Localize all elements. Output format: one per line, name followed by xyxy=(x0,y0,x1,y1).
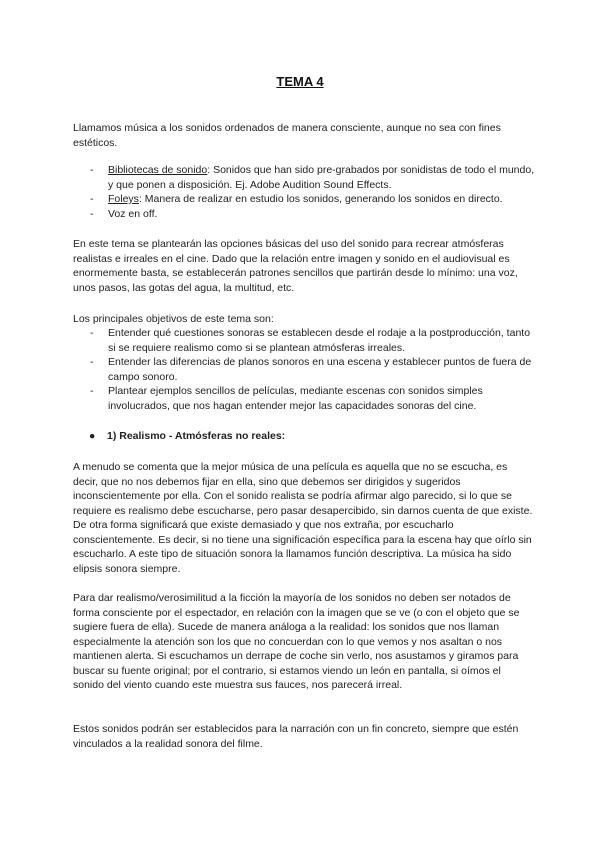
list-item: - Entender qué cuestiones sonoras se establecen desde el rodaje a la postproducción, tanto si se requiere realismo como si se plantean atmósferas irreales. xyxy=(90,326,535,355)
list-item-text: : Sonidos que han sido pre-grabados por sonidistas de todo el mundo, y que ponen a disposición. Ej. Adobe Audition Sound Effects. xyxy=(108,164,535,191)
page-title: TEMA 4 xyxy=(276,74,324,89)
bullet-icon: ● xyxy=(89,430,96,442)
body-paragraph: Estos sonidos podrán ser establecidos para la narración con un fin concreto, siempre que estén vinculados a la realidad sonora del filme. xyxy=(73,723,519,750)
body-paragraph: En este tema se plantearán las opciones básicas del uso del sonido para recrear atmósferas realistas e irreales en el cine. Dado que la relación entre imagen y sonido en el audiovisual es enormemente basta, se establecerán patrones sencillos que partirán desde lo mínimo: una voz, unos pasos, las gotas del agua, la multitud, etc. xyxy=(73,238,518,294)
intro-paragraph: Llamamos música a los sonidos ordenados de manera consciente, aunque no sea con fines estéticos. xyxy=(73,122,501,149)
objectives-list xyxy=(90,326,535,413)
objectives-intro: Los principales objetivos de este tema son: xyxy=(73,313,274,325)
list-item-term: Bibliotecas de sonido xyxy=(108,164,208,176)
sound-sources-list xyxy=(90,163,535,221)
list-item-text: Voz en off. xyxy=(108,207,158,220)
body-paragraph: A menudo se comenta que la mejor música de una película es aquella que no se escucha, es decir, que no nos debemos fijar en ella, sino que debemos ser dirigidos y sugeridos inconscientemente por ella. Con el sonido realista se podría afirmar algo parecido, si lo que se requiere es realismo debe escucharse, pero pasar desapercibido, sin darnos cuenta de que existe. De otra forma significará que existe demasiado y que nos extraña, por escucharlo conscientemente. Es decir, si no tiene una significación específica para la escena hay que oírlo sin escucharlo. A este tipo de situación sonora la llamamos función descriptiva. La música ha sido elipsis sonora siempre. xyxy=(73,461,533,575)
section-heading-text: 1) Realismo - Atmósferas no reales: xyxy=(107,430,286,442)
list-item: - Plantear ejemplos sencillos de películas, mediante escenas con sonidos simples involucrados, que nos hagan entender mejor las capacidades sonoras del cine. xyxy=(90,384,535,413)
list-item-term: Foleys xyxy=(108,193,139,205)
list-item-text: : Manera de realizar en estudio los sonidos, generando los sonidos en directo. xyxy=(138,193,503,205)
section-heading xyxy=(89,429,529,444)
body-paragraph: Para dar realismo/verosimilitud a la ficción la mayoría de los sonidos no deben ser notados de forma consciente por el espectador, en relación con la imagen que se ve (o con el objeto que se sugiere fuera de ella). Sucede de manera análoga a la realidad: los sonidos que nos llaman especialmente la atención son los que no concuerdan con lo que vemos y nos asaltan o nos mantienen alerta. Si escuchamos un derrape de coche sin verlo, nos asustamos y giramos para buscar su fuente original; por el contrario, si estamos viendo un león en pantalla, si oímos el sonido del viento cuando este muestra sus fauces, nos parecerá irreal. xyxy=(73,592,520,691)
list-item xyxy=(90,192,535,207)
list-item xyxy=(90,163,535,192)
list-item: - Entender las diferencias de planos sonoros en una escena y establecer puntos de fuera de campo sonoro. xyxy=(90,355,535,384)
list-item xyxy=(90,207,535,222)
